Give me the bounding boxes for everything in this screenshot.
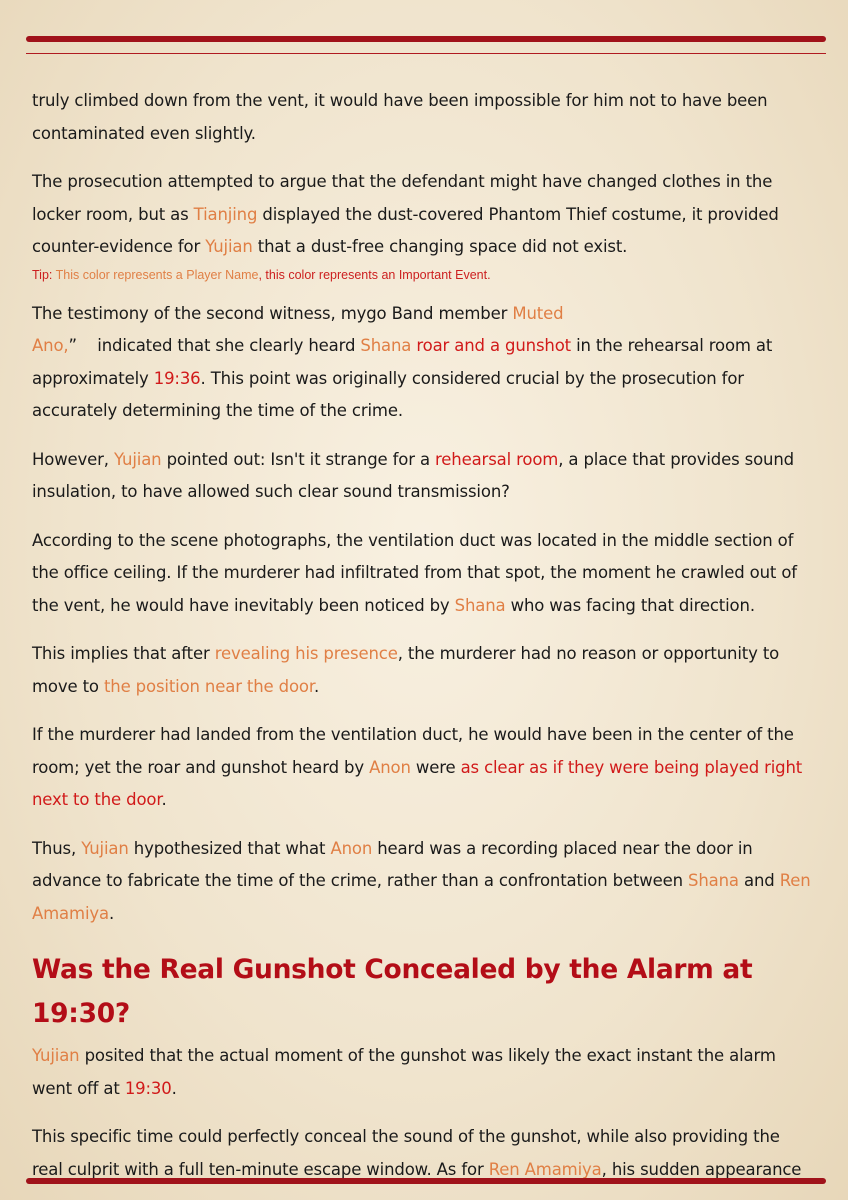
tip-player-sample: This color represents a Player Name	[55, 267, 259, 282]
player-name: Anon	[330, 838, 373, 858]
color-tip: Tip: This color represents a Player Name, this color represents an Important Event.	[32, 267, 491, 282]
player-name: Yujian	[32, 1046, 80, 1065]
player-name: Ren Amamiya	[488, 1159, 602, 1179]
player-name: Tianjing	[193, 204, 258, 224]
important-event: 19:36	[153, 368, 201, 388]
paragraph-8: Thus, Yujian hypothesized that what Anon heard was a recording placed near the door in advance to fabricate the time of the crime, rather than a confrontation between Shana and Ren Amamiya.	[32, 838, 811, 923]
important-event: as clear as if they were being played right next to the door	[32, 757, 803, 809]
paragraph-10: This specific time could perfectly conceal the sound of the gunshot, while also providing the real culprit with a full ten-minute escape window. As for Ren Amamiya, his sudden appearance	[32, 1127, 802, 1179]
important-event: rehearsal room	[435, 449, 559, 469]
paragraph-3: The testimony of the second witness, mygo Band member Muted Ano,” indicated that she clearly heard Shana roar and a gunshot in the rehearsal room at approximately 19:36. This point was originally considered crucial by the prosecution for accurately determining the time of the crime.	[32, 303, 773, 420]
bottom-rule-thick	[26, 1178, 826, 1184]
player-name: Shana	[688, 871, 739, 890]
paragraph-9: Yujian posited that the actual moment of the gunshot was likely the exact instant the alarm went off at 19:30.	[32, 1046, 776, 1098]
important-event: roar and a gunshot	[411, 336, 571, 355]
section-heading: Was the Real Gunshot Concealed by the Alarm at 19:30?	[32, 954, 753, 1029]
player-name: Ren Amamiya	[32, 871, 811, 923]
highlight-phrase: revealing his presence	[214, 644, 398, 663]
player-name: Anon	[369, 757, 411, 777]
document-body	[32, 85, 814, 1186]
player-name: Shana	[454, 595, 506, 615]
paragraph-5: According to the scene photographs, the ventilation duct was located in the middle section of the office ceiling. If the murderer had infiltrated from that spot, the moment he crawled out of the vent, he would have inevitably been noticed by Shana who was facing that direction.	[32, 530, 797, 615]
paragraph-2: The prosecution attempted to argue that the defendant might have changed clothes in the locker room, but as Tianjing displayed the dust-covered Phantom Thief costume, it provided counter-evidence for Yujian that a dust-free changing space did not exist.	[32, 172, 779, 256]
paragraph-4: However, Yujian pointed out: Isn't it strange for a rehearsal room, a place that provides sound insulation, to have allowed such clear sound transmission?	[32, 449, 794, 501]
top-rule-thin	[26, 53, 826, 54]
important-event: 19:30	[124, 1078, 172, 1098]
paragraph-6: This implies that after revealing his presence, the murderer had no reason or opportunity to move to the position near the door.	[32, 644, 780, 696]
paragraph-7: If the murderer had landed from the ventilation duct, he would have been in the center of the room; yet the roar and gunshot heard by Anon were as clear as if they were being played right next to the door.	[32, 725, 803, 809]
player-name: Yujian	[81, 838, 129, 858]
top-rule-thick	[26, 36, 826, 42]
highlight-phrase: the position near the door	[103, 676, 314, 696]
player-name: Yujian	[205, 237, 253, 256]
player-name: Muted Ano,	[32, 303, 564, 355]
paragraph-1: truly climbed down from the vent, it would have been impossible for him not to have been contaminated even slightly.	[32, 91, 768, 143]
player-name: Yujian	[114, 449, 162, 469]
player-name: Shana	[360, 336, 412, 355]
